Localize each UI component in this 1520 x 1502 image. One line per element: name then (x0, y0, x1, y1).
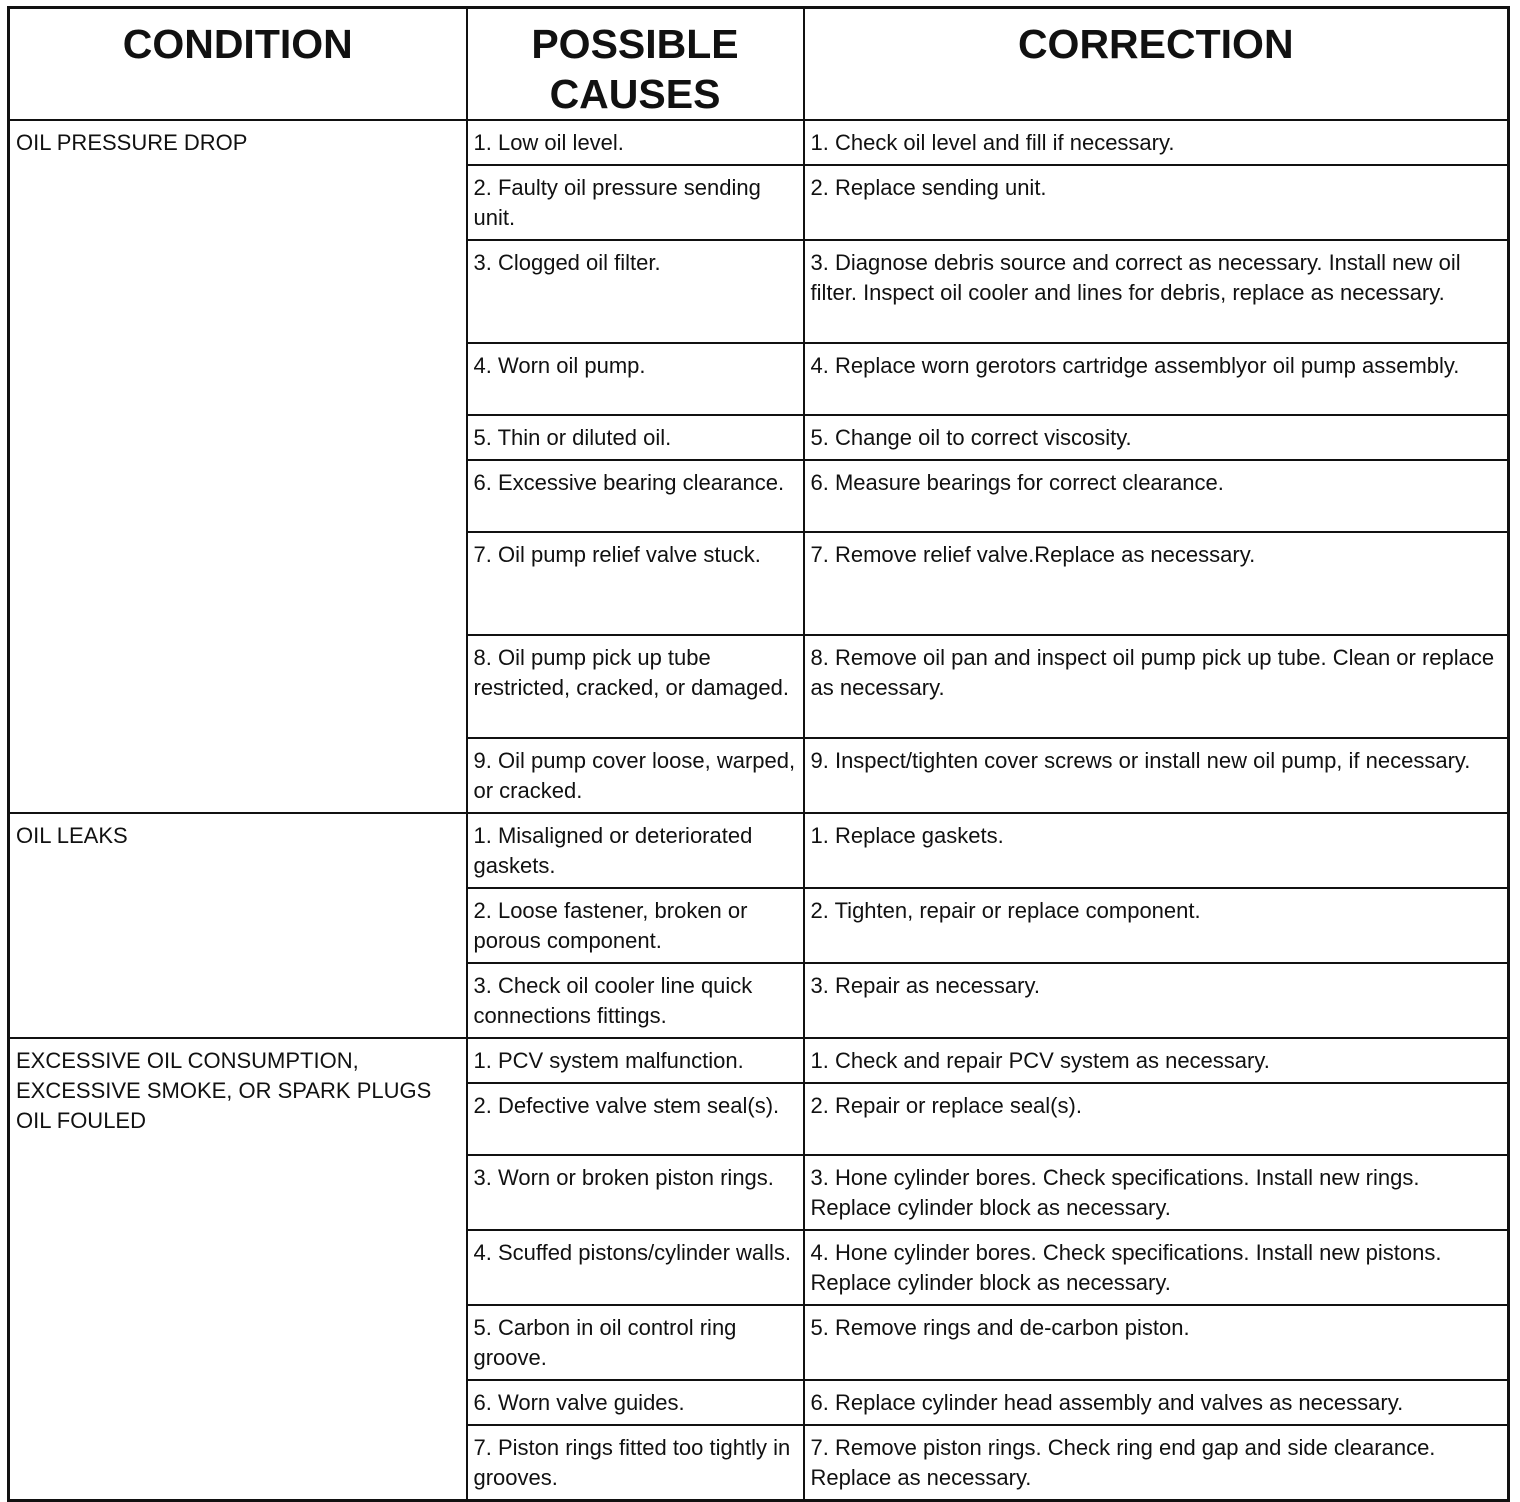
condition-cell: EXCESSIVE OIL CONSUMPTION, EXCESSIVE SMOKE, OR SPARK PLUGS OIL FOULED (9, 1038, 467, 1501)
cause-cell: 6. Worn valve guides. (467, 1380, 804, 1425)
correction-cell: 1. Replace gaskets. (804, 813, 1509, 888)
correction-cell: 3. Repair as necessary. (804, 963, 1509, 1038)
cause-cell: 1. Misaligned or deteriorated gaskets. (467, 813, 804, 888)
correction-cell: 3. Diagnose debris source and correct as necessary. Install new oil filter. Inspect oil cooler and lines for debris, replace as necessary. (804, 240, 1509, 343)
correction-cell: 7. Remove relief valve.Replace as necessary. (804, 532, 1509, 635)
cause-cell: 7. Oil pump relief valve stuck. (467, 532, 804, 635)
correction-cell: 6. Measure bearings for correct clearance. (804, 460, 1509, 532)
cause-cell: 2. Loose fastener, broken or porous component. (467, 888, 804, 963)
correction-cell: 9. Inspect/tighten cover screws or install new oil pump, if necessary. (804, 738, 1509, 813)
cause-cell: 6. Excessive bearing clearance. (467, 460, 804, 532)
cause-cell: 7. Piston rings fitted too tightly in grooves. (467, 1425, 804, 1501)
cause-cell: 9. Oil pump cover loose, warped, or cracked. (467, 738, 804, 813)
condition-cell: OIL LEAKS (9, 813, 467, 1038)
correction-cell: 4. Replace worn gerotors cartridge assemblyor oil pump assembly. (804, 343, 1509, 415)
table-row (9, 120, 1509, 165)
correction-cell: 2. Repair or replace seal(s). (804, 1083, 1509, 1155)
cause-cell: 4. Worn oil pump. (467, 343, 804, 415)
diagnosis-table (7, 6, 1510, 1502)
correction-cell: 2. Replace sending unit. (804, 165, 1509, 240)
correction-cell: 8. Remove oil pan and inspect oil pump pick up tube. Clean or replace as necessary. (804, 635, 1509, 738)
header-row (9, 8, 1509, 121)
correction-cell: 6. Replace cylinder head assembly and valves as necessary. (804, 1380, 1509, 1425)
cause-cell: 5. Thin or diluted oil. (467, 415, 804, 460)
table-row (9, 813, 1509, 888)
cause-cell: 2. Defective valve stem seal(s). (467, 1083, 804, 1155)
correction-cell: 4. Hone cylinder bores. Check specifications. Install new pistons. Replace cylinder block as necessary. (804, 1230, 1509, 1305)
table-row (9, 1038, 1509, 1083)
cause-cell: 1. PCV system malfunction. (467, 1038, 804, 1083)
correction-cell: 1. Check oil level and fill if necessary. (804, 120, 1509, 165)
header-condition: CONDITION (9, 8, 467, 121)
cause-cell: 1. Low oil level. (467, 120, 804, 165)
cause-cell: 8. Oil pump pick up tube restricted, cracked, or damaged. (467, 635, 804, 738)
correction-cell: 3. Hone cylinder bores. Check specifications. Install new rings. Replace cylinder block as necessary. (804, 1155, 1509, 1230)
header-possible-causes: POSSIBLE CAUSES (467, 8, 804, 121)
cause-cell: 3. Check oil cooler line quick connections fittings. (467, 963, 804, 1038)
cause-cell: 3. Clogged oil filter. (467, 240, 804, 343)
correction-cell: 5. Change oil to correct viscosity. (804, 415, 1509, 460)
cause-cell: 4. Scuffed pistons/cylinder walls. (467, 1230, 804, 1305)
cause-cell: 2. Faulty oil pressure sending unit. (467, 165, 804, 240)
cause-cell: 3. Worn or broken piston rings. (467, 1155, 804, 1230)
correction-cell: 5. Remove rings and de-carbon piston. (804, 1305, 1509, 1380)
correction-cell: 2. Tighten, repair or replace component. (804, 888, 1509, 963)
correction-cell: 1. Check and repair PCV system as necessary. (804, 1038, 1509, 1083)
header-correction: CORRECTION (804, 8, 1509, 121)
condition-cell: OIL PRESSURE DROP (9, 120, 467, 813)
cause-cell: 5. Carbon in oil control ring groove. (467, 1305, 804, 1380)
correction-cell: 7. Remove piston rings. Check ring end gap and side clearance. Replace as necessary. (804, 1425, 1509, 1501)
